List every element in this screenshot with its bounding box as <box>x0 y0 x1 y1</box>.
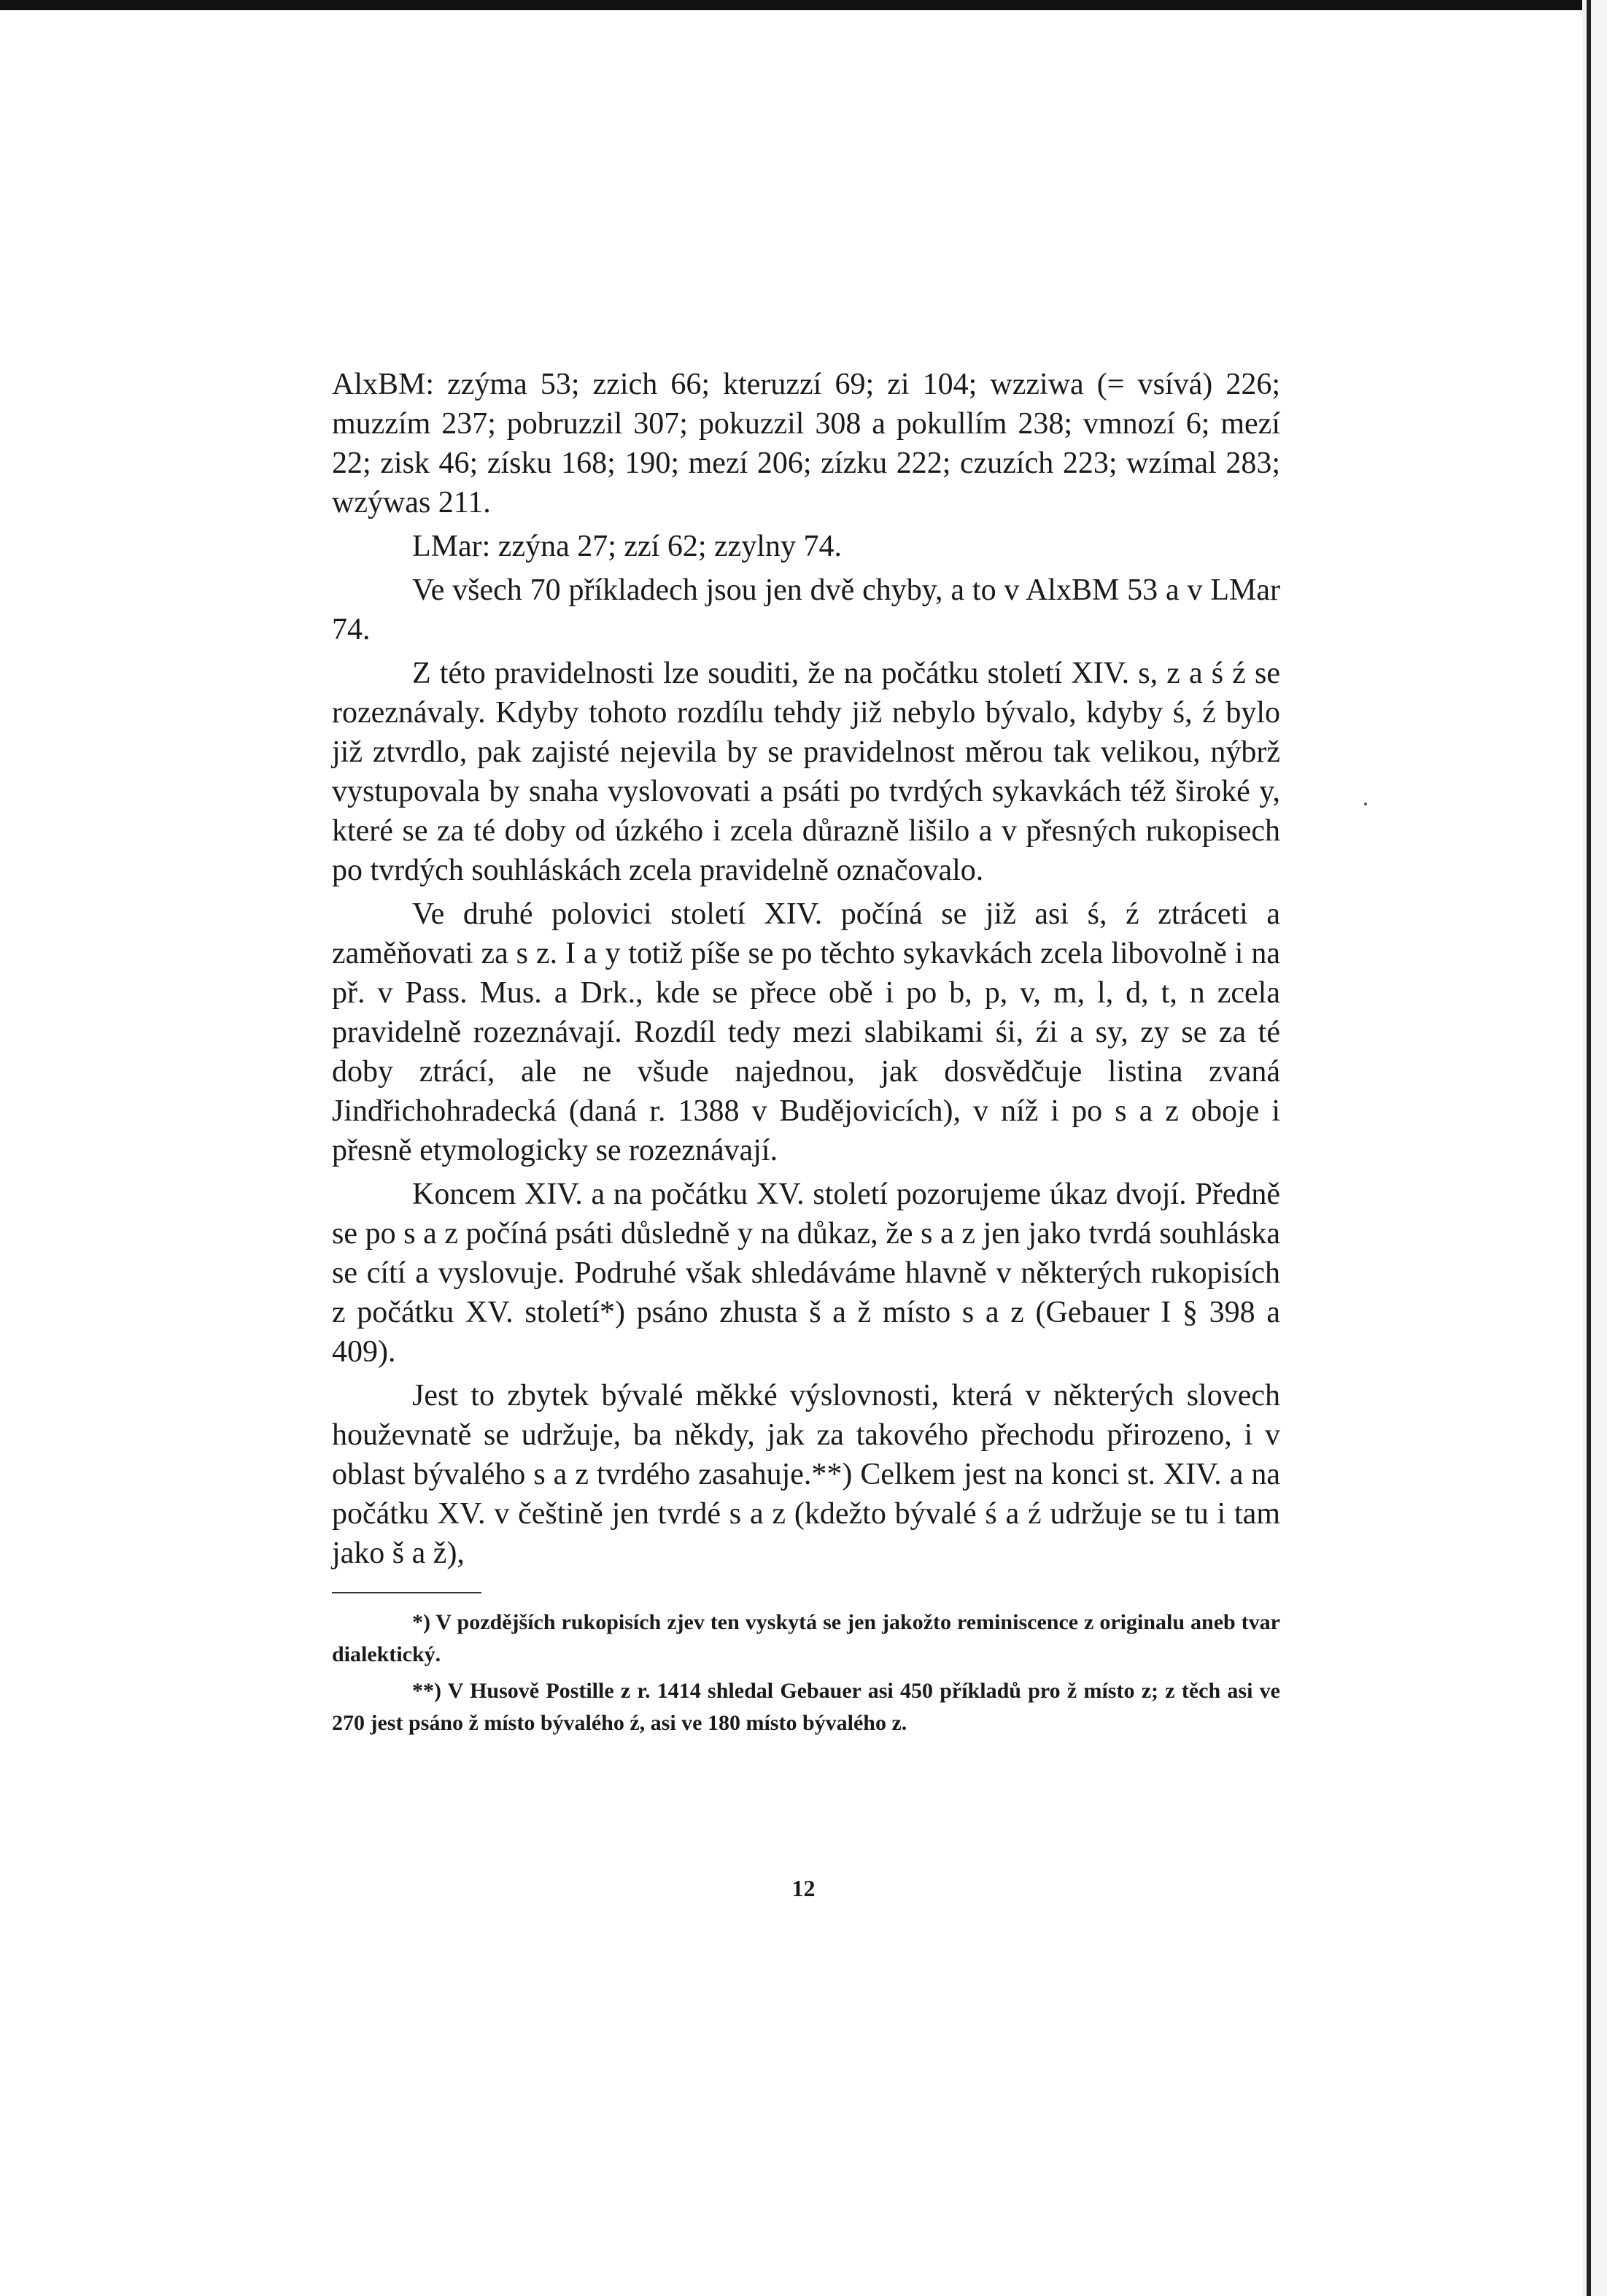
scan-binding-line <box>1587 0 1591 2296</box>
footnote-separator <box>332 1592 481 1593</box>
paragraph-end-xiv: Koncem XIV. a na počátku XV. století pozorujeme úkaz dvojí. Předně se po s a z počíná psáti důsledně y na důkaz, že s a z jen jako tvrdá souhláska se cítí a vyslovuje. Podruhé však shledáváme hlavně v některých rukopisích z počátku XV. století*) psáno zhusta š a ž místo s a z (Gebauer I § 398 a 409). <box>332 1178 1280 1369</box>
footnote-2: **) V Husově Postille z r. 1414 shledal Gebauer asi 450 příkladů pro ž místo z; z těch asi ve 270 jest psáno ž místo bývalého ź, asi ve 180 místo bývalého z. <box>332 1679 1280 1735</box>
page-body <box>332 365 1280 1744</box>
footnote-1: *) V pozdějších rukopisích zjev ten vyskytá se jen jakožto reminiscence z originalu aneb tvar dialektický. <box>332 1610 1280 1666</box>
paragraph-regularity: Z této pravidelnosti lze souditi, že na počátku století XIV. s, z a ś ź se rozeznávaly. Kdyby tohoto rozdílu tehdy již nebylo bývalo, kdyby ś, ź bylo již ztvrdlo, pak zajisté nejevila by se pravidelnost měrou tak velikou, nýbrž vystupovala by snaha vyslovovati a psáti po tvrdých sykavkách též široké y, které se za té doby od úzkého i zcela důrazně lišilo a v přesných rukopisech po tvrdých souhláskách zcela pravidelně označovalo. <box>332 657 1280 887</box>
paragraph-second-half-xiv: Ve druhé polovici století XIV. počíná se již asi ś, ź ztráceti a zaměňovati za s z. I a y totiž píše se po těchto sykavkách zcela libovolně i na př. v Pass. Mus. a Drk., kde se přece obě i po b, p, v, m, l, d, t, n zcela pravidelně rozeznávají. Rozdíl tedy mezi slabikami śi, źi a sy, zy se za té doby ztrácí, ale ne všude najednou, jak dosvědčuje listina zvaná Jindřichohradecká (daná r. 1388 v Budějovicích), v níž i po s a z oboje i přesně etymologicky se rozeznávají. <box>332 897 1280 1167</box>
paragraph-alxbm-examples: AlxBM: zzýma 53; zzich 66; kteruzzí 69; zi 104; wzziwa (= vsívá) 226; muzzím 237; pobruzzil 307; pokuzzil 308 a pokullím 238; vmnozí 6; mezí 22; zisk 46; získu 168; 190; mezí 206; zízku 222; czuzích 223; wzímal 283; wzýwas 211. <box>332 368 1280 519</box>
scan-speck <box>1364 803 1367 805</box>
paragraph-remnant-softness: Jest to zbytek bývalé měkké výslovnosti, která v některých slovech houževnatě se udržuje, ba někdy, jak za takového přechodu přirozeno, i v oblast bývalého s a z tvrdého zasahuje.**) Celkem jest na konci st. XIV. a na počátku XV. v češtině jen tvrdé s a z (kdežto bývalé ś a ź udržuje se tu i tam jako š a ž), <box>332 1379 1280 1570</box>
scan-top-edge <box>0 0 1607 10</box>
paragraph-error-count: Ve všech 70 příkladech jsou jen dvě chyby, a to v AlxBM 53 a v LMar 74. <box>332 573 1280 646</box>
paragraph-lmar-examples: LMar: zzýna 27; zzí 62; zzylny 74. <box>412 530 842 563</box>
page-number: 12 <box>791 1875 816 1901</box>
